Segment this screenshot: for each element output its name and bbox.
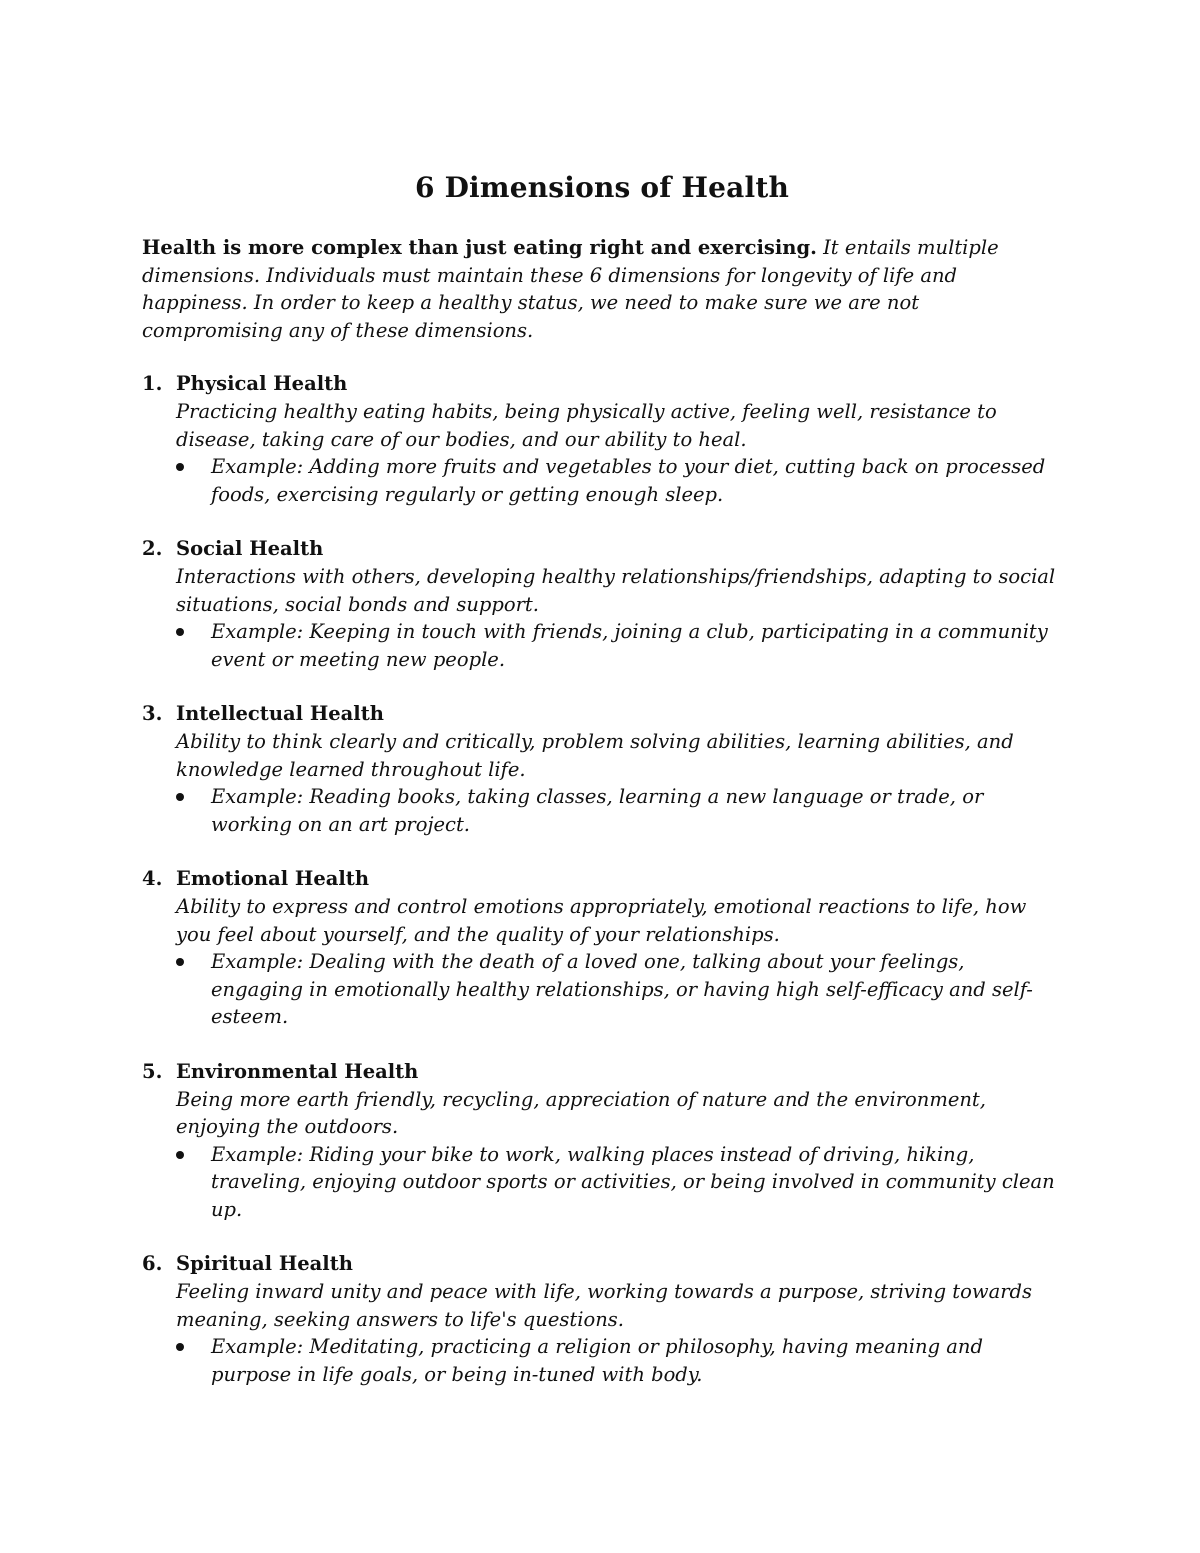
section-number: 4. [142,867,163,890]
intro-body: It entails multiple dimensions. Individuals must maintain these 6 dimensions for longevity of life and happiness. In order to keep a healthy status, we need to make sure we are not compromising any of these dimensions. [142,236,999,342]
section-heading [142,1250,1062,1278]
example-text: Example: Dealing with the death of a loved one, talking about your feelings, engaging in emotionally healthy relationships, or having high self-efficacy and self-esteem. [211,950,1033,1028]
bullet-icon [176,463,184,471]
section-spiritual-health [142,1250,1062,1388]
section-description: Interactions with others, developing healthy relationships/friendships, adapting to social situations, social bonds and support. [176,565,1056,616]
section-emotional-health [142,865,1062,1031]
section-title: Physical Health [176,372,348,395]
section-intellectual-health [142,700,1062,838]
section-example [142,453,1062,508]
section-environmental-health [142,1058,1062,1224]
bullet-icon [176,628,184,636]
example-text: Example: Adding more fruits and vegetables to your diet, cutting back on processed foods, exercising regularly or getting enough sleep. [211,455,1046,506]
section-description: Ability to express and control emotions appropriately, emotional reactions to life, how you feel about yourself, and the quality of your relationships. [176,895,1027,946]
section-description: Ability to think clearly and critically, problem solving abilities, learning abilities, and knowledge learned throughout life. [176,730,1014,781]
section-heading [142,865,1062,893]
section-title: Emotional Health [176,867,369,890]
document-content [142,170,1062,1415]
section-description: Being more earth friendly, recycling, appreciation of nature and the environment, enjoying the outdoors. [176,1087,986,1138]
bullet-icon [176,958,184,966]
section-example [142,948,1062,1031]
section-example [142,1333,1062,1388]
bullet-icon [176,793,184,801]
section-title: Spiritual Health [176,1252,353,1275]
example-text: Example: Meditating, practicing a religion or philosophy, having meaning and purpose in life goals, or being in-tuned with body. [211,1335,983,1386]
document-title: 6 Dimensions of Health [414,171,790,204]
section-social-health [142,535,1062,673]
section-number: 3. [142,702,163,725]
section-example [142,618,1062,673]
section-number: 2. [142,537,163,560]
section-physical-health [142,370,1062,508]
section-heading [142,370,1062,398]
section-title: Intellectual Health [176,702,384,725]
section-heading [142,700,1062,728]
section-title: Social Health [176,537,324,560]
section-title: Environmental Health [176,1059,419,1083]
section-description: Feeling inward unity and peace with life, working towards a purpose, striving towards meaning, seeking answers to life's questions. [176,1280,1033,1331]
intro-paragraph [142,234,1062,344]
bullet-icon [176,1343,184,1351]
section-example [142,783,1062,838]
section-number: 1. [142,372,163,395]
bullet-icon [176,1151,184,1159]
intro-lead: Health is more complex than just eating right and exercising. [142,236,817,259]
section-description: Practicing healthy eating habits, being physically active, feeling well, resistance to disease, taking care of our bodies, and our ability to heal. [176,400,997,451]
example-text: Example: Riding your bike to work, walking places instead of driving, hiking, traveling, enjoying outdoor sports or activities, or being involved in community clean up. [211,1142,1055,1221]
example-text: Example: Reading books, taking classes, learning a new language or trade, or working on an art project. [211,785,984,836]
section-heading [142,1058,1062,1086]
section-number: 5. [142,1059,163,1083]
section-number: 6. [142,1252,163,1275]
section-example [142,1141,1062,1224]
section-heading [142,535,1062,563]
example-text: Example: Keeping in touch with friends, joining a club, participating in a community event or meeting new people. [211,620,1048,671]
